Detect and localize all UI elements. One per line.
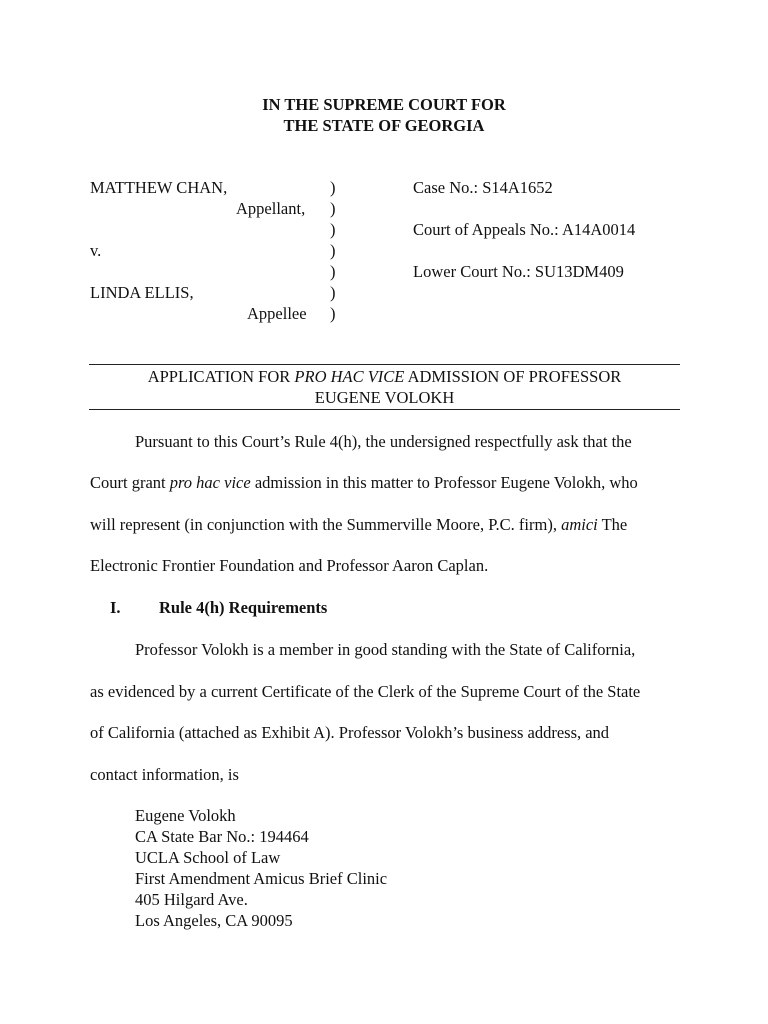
address-street: 405 Hilgard Ave. — [135, 890, 248, 909]
para1-line2 — [90, 473, 638, 494]
address-name: Eugene Volokh — [135, 806, 236, 825]
appeals-case-number: Court of Appeals No.: A14A0014 — [413, 220, 636, 239]
caption-paren: ) — [330, 241, 336, 260]
caption-paren: ) — [330, 262, 336, 281]
court-heading-line1: IN THE SUPREME COURT FOR — [262, 95, 506, 114]
case-number: Case No.: S14A1652 — [413, 178, 553, 197]
para2-line4: contact information, is — [90, 765, 239, 784]
caption-paren: ) — [330, 178, 336, 197]
title-pre: APPLICATION FOR — [147, 367, 295, 386]
address-school: UCLA School of Law — [135, 848, 281, 867]
title-bottom-rule — [89, 409, 680, 410]
para1-line3-italic: amici — [561, 515, 598, 534]
title-italic: PRO HAC VICE — [294, 367, 405, 386]
para1-line2-italic: pro hac vice — [169, 473, 251, 492]
para1-line1: Pursuant to this Court’s Rule 4(h), the undersigned respectfully ask that the — [135, 432, 632, 451]
address-city: Los Angeles, CA 90095 — [135, 911, 293, 930]
appellant-name: MATTHEW CHAN, — [90, 178, 228, 197]
para1-line3 — [90, 515, 627, 536]
section-heading: Rule 4(h) Requirements — [159, 598, 328, 617]
versus: v. — [90, 241, 102, 260]
caption-paren: ) — [330, 283, 336, 302]
caption-paren: ) — [330, 304, 336, 323]
caption-paren: ) — [330, 199, 336, 218]
title-post: ADMISSION OF PROFESSOR — [404, 367, 622, 386]
appellee-name: LINDA ELLIS, — [90, 283, 194, 302]
para1-line2-post: admission in this matter to Professor Eugene Volokh, who — [250, 473, 638, 492]
para2-line3: of California (attached as Exhibit A). Professor Volokh’s business address, and — [90, 723, 610, 742]
para2-line1: Professor Volokh is a member in good standing with the State of California, — [135, 640, 636, 659]
caption-paren: ) — [330, 220, 336, 239]
appellant-role: Appellant, — [236, 199, 306, 218]
para1-line3-pre: will represent (in conjunction with the Summerville Moore, P.C. firm), — [90, 515, 562, 534]
para1-line3-post: The — [597, 515, 628, 534]
address-bar-number: CA State Bar No.: 194464 — [135, 827, 309, 846]
address-clinic: First Amendment Amicus Brief Clinic — [135, 869, 388, 888]
section-number: I. — [110, 598, 121, 617]
lower-court-number: Lower Court No.: SU13DM409 — [413, 262, 624, 281]
para1-line4: Electronic Frontier Foundation and Professor Aaron Caplan. — [90, 556, 489, 575]
document-title-line1 — [89, 367, 680, 388]
title-top-rule — [89, 364, 680, 365]
para1-line2-pre: Court grant — [90, 473, 170, 492]
para2-line2: as evidenced by a current Certificate of the Clerk of the Supreme Court of the State — [90, 682, 641, 701]
document-title-line2: EUGENE VOLOKH — [314, 388, 455, 407]
appellee-role: Appellee — [247, 304, 307, 323]
court-heading-line2: THE STATE OF GEORGIA — [283, 116, 485, 135]
